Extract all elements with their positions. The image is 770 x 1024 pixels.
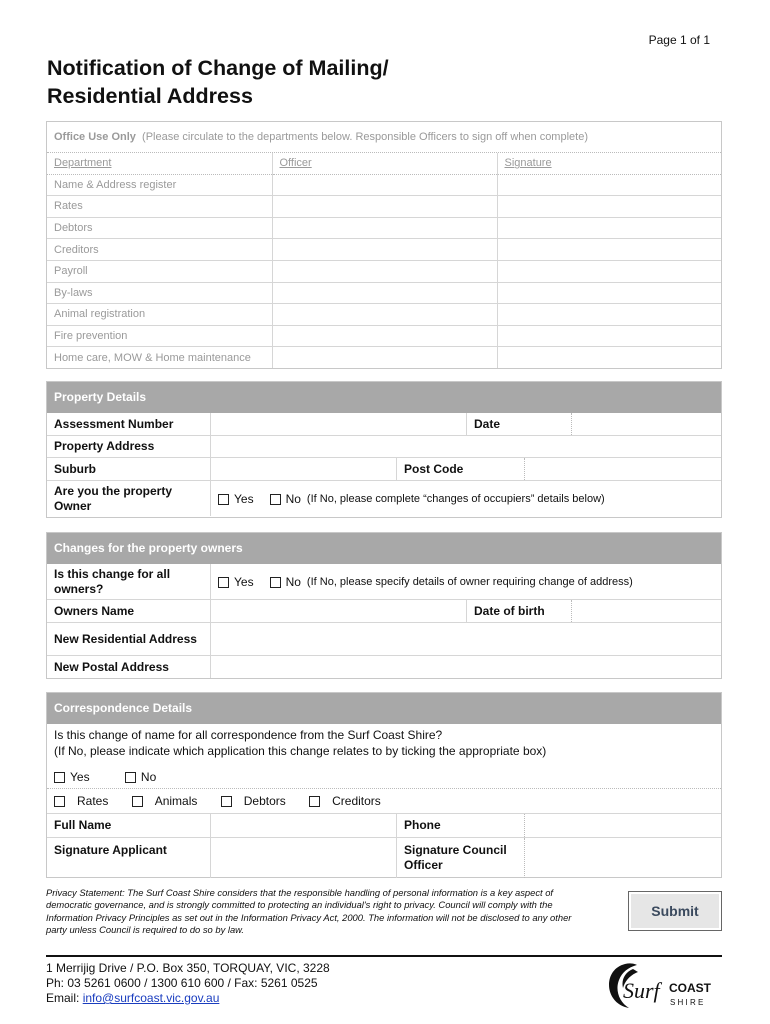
suburb-label: Suburb [54,461,96,476]
owner-yes-option[interactable] [218,492,254,506]
correspondence-heading: Correspondence Details [47,693,721,724]
suburb-row [47,457,721,480]
post-code-label: Post Code [396,458,524,480]
full-name-row [47,813,721,837]
suburb-field[interactable] [210,458,396,480]
footer-email-line [46,991,330,1006]
all-owners-yes-option[interactable] [218,575,254,589]
officer-cell[interactable] [272,282,497,304]
property-details-heading: Property Details [47,382,721,413]
correspondence-yes-checkbox[interactable] [54,772,65,783]
all-owners-label: Is this change for all owners? [54,566,171,596]
rates-option[interactable] [54,794,108,808]
correspondence-section [46,692,722,878]
owner-options [210,481,721,516]
owners-name-label: Owners Name [54,603,135,618]
office-row [47,282,721,304]
office-use-heading-note: (Please circulate to the departments below. Responsible Officers to sign off when complete) [142,131,588,143]
department-name: Name & Address register [47,174,272,196]
dob-field[interactable] [571,600,721,622]
date-label: Date [466,413,571,435]
signature-officer-field[interactable] [524,838,721,878]
officer-cell[interactable] [272,196,497,218]
footer-divider [46,955,722,957]
department-name: Debtors [47,217,272,239]
debtors-option[interactable] [221,794,286,808]
signature-cell[interactable] [497,196,721,218]
post-code-field[interactable] [524,458,721,480]
owners-heading: Changes for the property owners [47,533,721,564]
animals-label: Animals [154,794,198,808]
col-department: Department [47,153,272,174]
assessment-number-label: Assessment Number [54,416,174,431]
owner-no-option[interactable] [270,492,301,506]
property-address-field[interactable] [210,436,721,457]
animals-option[interactable] [132,794,198,808]
footer-email-label: Email: [46,991,80,1005]
office-row [47,347,721,368]
new-residential-label: New Residential Address [54,631,197,646]
owner-no-label: No [285,491,301,506]
officer-cell[interactable] [272,304,497,326]
full-name-label: Full Name [54,818,112,832]
owner-question-row [47,480,721,516]
rates-checkbox[interactable] [54,796,65,807]
office-row [47,239,721,261]
privacy-statement: Privacy Statement: The Surf Coast Shire considers that the responsible handling of personal information is a key aspect of democratic governance, and is strongly committed to protecting an individual's right to privacy. Council will comply with the Information Privacy Principles as set out in the Information Privacy Act, 2000. The information will not be disclosed to any other party unless Council is required to do so by law. [46,887,572,935]
department-name: Rates [47,196,272,218]
footer-address: 1 Merrijig Drive / P.O. Box 350, TORQUAY, VIC, 3228 [46,961,330,975]
officer-cell[interactable] [272,174,497,196]
signature-cell[interactable] [497,260,721,282]
correspondence-question-line-2: (If No, please indicate which application this change relates to by ticking the appropriate box) [54,744,547,758]
correspondence-question [54,727,546,759]
property-details-section [46,381,722,518]
signature-cell[interactable] [497,282,721,304]
new-postal-label: New Postal Address [54,659,169,674]
all-owners-row [47,564,721,599]
animals-checkbox[interactable] [132,796,143,807]
owner-no-checkbox[interactable] [270,494,281,505]
office-use-heading-bold: Office Use Only [54,131,136,143]
signature-applicant-label: Signature Applicant [54,843,167,857]
all-owners-no-option[interactable] [270,575,301,589]
department-name: By-laws [47,282,272,304]
correspondence-no-label: No [140,770,157,784]
full-name-field[interactable] [210,814,396,837]
all-owners-no-checkbox[interactable] [270,577,281,588]
owners-name-row [47,599,721,622]
creditors-label: Creditors [332,794,381,808]
col-officer: Officer [272,153,497,174]
office-table-header [47,153,721,174]
department-name: Animal registration [47,304,272,326]
owner-note: (If No, please complete “changes of occupiers” details below) [306,492,605,505]
correspondence-no-option[interactable] [125,770,156,784]
office-use-table [47,153,721,368]
logo-surf-text: Surf [623,978,660,1003]
all-owners-options [210,564,721,599]
office-use-heading [47,122,721,153]
correspondence-yes-no [54,770,156,784]
all-owners-yes-label: Yes [234,574,254,589]
footer-contact [46,961,330,1006]
dob-label: Date of birth [466,600,571,622]
office-row [47,217,721,239]
date-field[interactable] [571,413,721,435]
title-line-1: Notification of Change of Mailing/ [47,56,389,80]
office-row [47,304,721,326]
new-postal-row [47,655,721,678]
creditors-option[interactable] [309,794,381,808]
footer-email-link[interactable]: info@surfcoast.vic.gov.au [82,991,220,1005]
officer-cell[interactable] [272,217,497,239]
debtors-label: Debtors [243,794,286,808]
assessment-row [47,413,721,435]
new-residential-field[interactable] [210,623,721,655]
signature-cell[interactable] [497,304,721,326]
signature-cell[interactable] [497,325,721,347]
title-line-2: Residential Address [47,84,253,108]
creditors-checkbox[interactable] [309,796,320,807]
department-name: Creditors [47,239,272,261]
office-row [47,325,721,347]
office-row [47,174,721,196]
new-postal-field[interactable] [210,656,721,678]
all-owners-note: (If No, please specify details of owner requiring change of address) [306,575,633,588]
property-address-row [47,435,721,457]
owners-name-field[interactable] [210,600,466,622]
assessment-number-field[interactable] [210,413,466,435]
officer-cell[interactable] [272,325,497,347]
owners-section [46,532,722,679]
all-owners-no-label: No [285,574,301,589]
surf-coast-shire-logo [603,960,725,1010]
signature-cell[interactable] [497,239,721,261]
submit-button[interactable]: Submit [628,891,722,931]
application-options [54,794,381,808]
owner-yes-label: Yes [234,491,254,506]
correspondence-question-row [47,724,721,788]
owner-question-label: Are you the property Owner [54,483,173,513]
correspondence-question-line-1: Is this change of name for all correspondence from the Surf Coast Shire? [54,728,443,742]
signature-row [47,837,721,878]
department-name: Fire prevention [47,325,272,347]
owner-yes-checkbox[interactable] [218,494,229,505]
signature-applicant-field[interactable] [210,838,396,878]
page-number: Page 1 of 1 [648,33,710,47]
logo-shire-text: S H I R E [670,998,704,1007]
phone-label: Phone [396,814,524,837]
new-residential-row [47,622,721,655]
signature-officer-label: Signature Council Officer [396,838,524,878]
debtors-checkbox[interactable] [221,796,232,807]
correspondence-no-checkbox[interactable] [125,772,136,783]
rates-label: Rates [77,794,109,808]
office-use-section [46,121,722,369]
signature-cell[interactable] [497,217,721,239]
officer-cell[interactable] [272,347,497,368]
correspondence-yes-option[interactable] [54,770,90,784]
department-name: Home care, MOW & Home maintenance [47,347,272,368]
property-address-label: Property Address [54,439,155,453]
application-options-row [47,788,721,813]
correspondence-yes-label: Yes [70,770,90,784]
officer-cell[interactable] [272,239,497,261]
signature-cell[interactable] [497,347,721,368]
officer-cell[interactable] [272,260,497,282]
office-row [47,196,721,218]
page-title [47,54,389,110]
office-row [47,260,721,282]
footer-phone: Ph: 03 5261 0600 / 1300 610 600 / Fax: 5261 0525 [46,976,318,990]
phone-field[interactable] [524,814,721,837]
signature-cell[interactable] [497,174,721,196]
department-name: Payroll [47,260,272,282]
col-signature: Signature [497,153,721,174]
logo-coast-text: COAST [669,981,711,995]
all-owners-yes-checkbox[interactable] [218,577,229,588]
